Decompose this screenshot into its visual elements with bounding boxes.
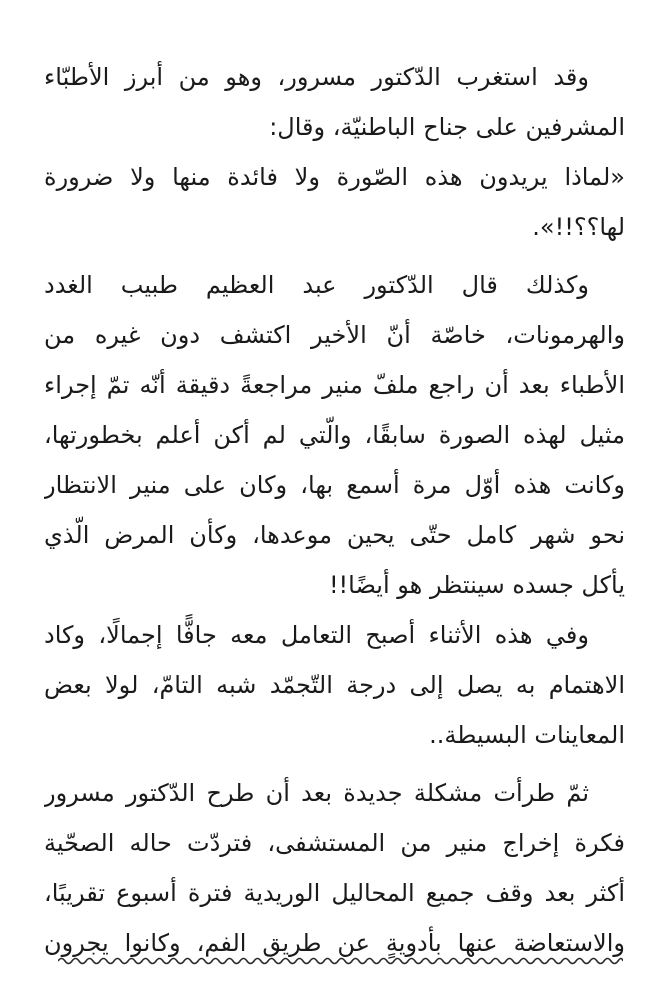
text-line: الأطباء بعد أن راجع ملفّ منير مراجعةً دقيقة أنّه تمّ إجراء xyxy=(44,371,625,399)
text-line: لها؟؟!!». xyxy=(532,213,625,241)
paragraph-gap xyxy=(44,760,625,768)
text-line: فكرة إخراج منير من المستشفى، فتردّت حاله الصحّية xyxy=(44,829,625,857)
text-line: والاستعاضة عنها بأدويةٍ عن طريق الفم، وكانوا يجرون xyxy=(44,929,625,957)
paragraph xyxy=(44,52,625,152)
text-line: مثيل لهذه الصورة سابقًا، والّتي لم أكن أعلم بخطورتها، xyxy=(44,421,625,449)
text-line: وفي هذه الأثناء أصبح التعامل معه جافًّا إجمالًا، وكاد xyxy=(44,621,589,649)
paragraph xyxy=(44,768,625,968)
paragraph xyxy=(44,260,625,610)
text-line: ثمّ طرأت مشكلة جديدة بعد أن طرح الدّكتور مسرور xyxy=(44,779,589,807)
book-page-text xyxy=(44,52,625,968)
text-line: «لماذا يريدون هذه الصّورة ولا فائدة منها ولا ضرورة xyxy=(44,163,625,191)
text-line: المعاينات البسيطة.. xyxy=(429,721,625,749)
text-line: وقد استغرب الدّكتور مسرور، وهو من أبرز الأطبّاء xyxy=(44,63,589,91)
text-line: المشرفين على جناح الباطنيّة، وقال: xyxy=(269,113,625,141)
text-line: نحو شهر كامل حتّى يحين موعدها، وكأن المرض الّذي xyxy=(44,521,625,549)
text-line: الاهتمام به يصل إلى درجة التّجمّد شبه التامّ، لولا بعض xyxy=(44,671,625,699)
text-line: وكانت هذه أوّل مرة أسمع بها، وكان على منير الانتظار xyxy=(44,471,625,499)
text-line: أكثر بعد وقف جميع المحاليل الوريدية فترة أسبوع تقريبًا، xyxy=(44,879,625,907)
paragraph-gap xyxy=(44,252,625,260)
wavy-divider xyxy=(58,954,623,968)
text-line: وكذلك قال الدّكتور عبد العظيم طبيب الغدد xyxy=(44,271,589,299)
paragraph xyxy=(44,152,625,252)
text-line: يأكل جسده سينتظر هو أيضًا!! xyxy=(328,571,625,599)
paragraph xyxy=(44,610,625,760)
text-line: والهرمونات، خاصّة أنّ الأخير اكتشف دون غيره من xyxy=(44,321,625,349)
